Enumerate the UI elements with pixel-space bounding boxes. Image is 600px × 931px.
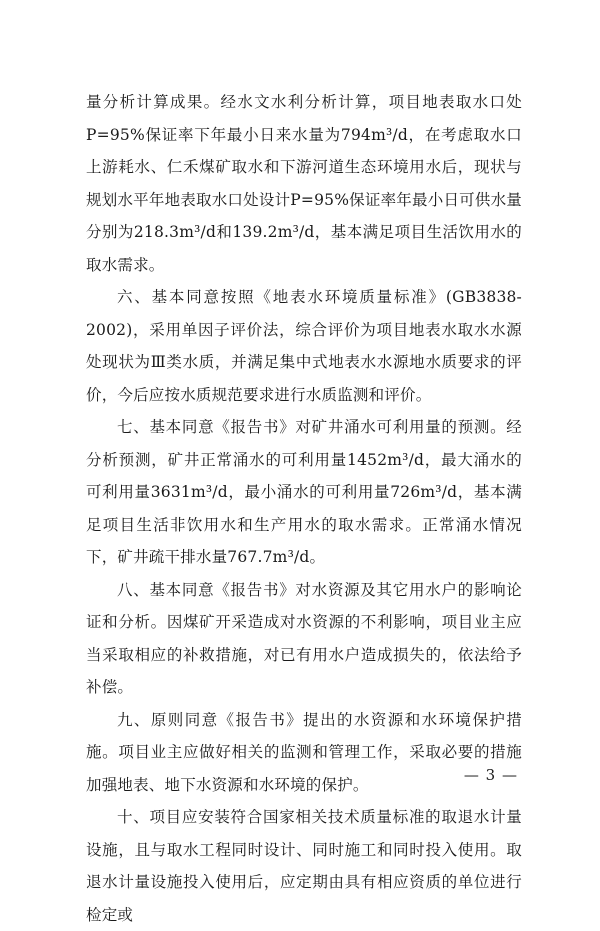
paragraph-item-7: 七、基本同意《报告书》对矿井涌水可利用量的预测。经分析预测，矿井正常涌水的可利用量1452m³/d，最大涌水的可利用量3631m³/d，最小涌水的可利用量726m³/d，基本满足项目生活非饮用水和生产用水的取水需求。正常涌水情况下，矿井疏干排水量767.7m³/d。	[86, 418, 522, 566]
paragraph-item-6: 六、基本同意按照《地表水环境质量标准》(GB3838-2002)，采用单因子评价法，综合评价为项目地表水取水水源处现状为Ⅲ类水质，并满足集中式地表水水源地水质要求的评价，今后应按水质规范要求进行水质监测和评价。	[86, 288, 522, 404]
page-number: — 3 —	[463, 766, 518, 784]
paragraph-item-10: 十、项目应安装符合国家相关技术质量标准的取退水计量设施，且与取水工程同时设计、同时施工和同时投入使用。取退水计量设施投入使用后，应定期由具有相应资质的单位进行检定或	[86, 808, 522, 924]
paragraph-item-9: 九、原则同意《报告书》提出的水资源和水环境保护措施。项目业主应做好相关的监测和管理工作，采取必要的措施加强地表、地下水资源和水环境的保护。	[86, 710, 522, 794]
paragraph-continuation: 量分析计算成果。经水文水利分析计算，项目地表取水口处P=95%保证率下年最小日来水量为794m³/d，在考虑取水口上游耗水、仁禾煤矿取水和下游河道生态环境用水后，现状与规划水平年地表取水口处设计P=95%保证率年最小日可供水量分别为218.3m³/d和139.2m³/d，基本满足项目生活饮用水的取水需求。	[86, 93, 522, 274]
paragraph-item-8: 八、基本同意《报告书》对水资源及其它用水户的影响论证和分析。因煤矿开采造成对水资源的不利影响，项目业主应当采取相应的补救措施，对已有用水户造成损失的，依法给予补偿。	[86, 580, 522, 696]
document-body	[86, 86, 522, 931]
